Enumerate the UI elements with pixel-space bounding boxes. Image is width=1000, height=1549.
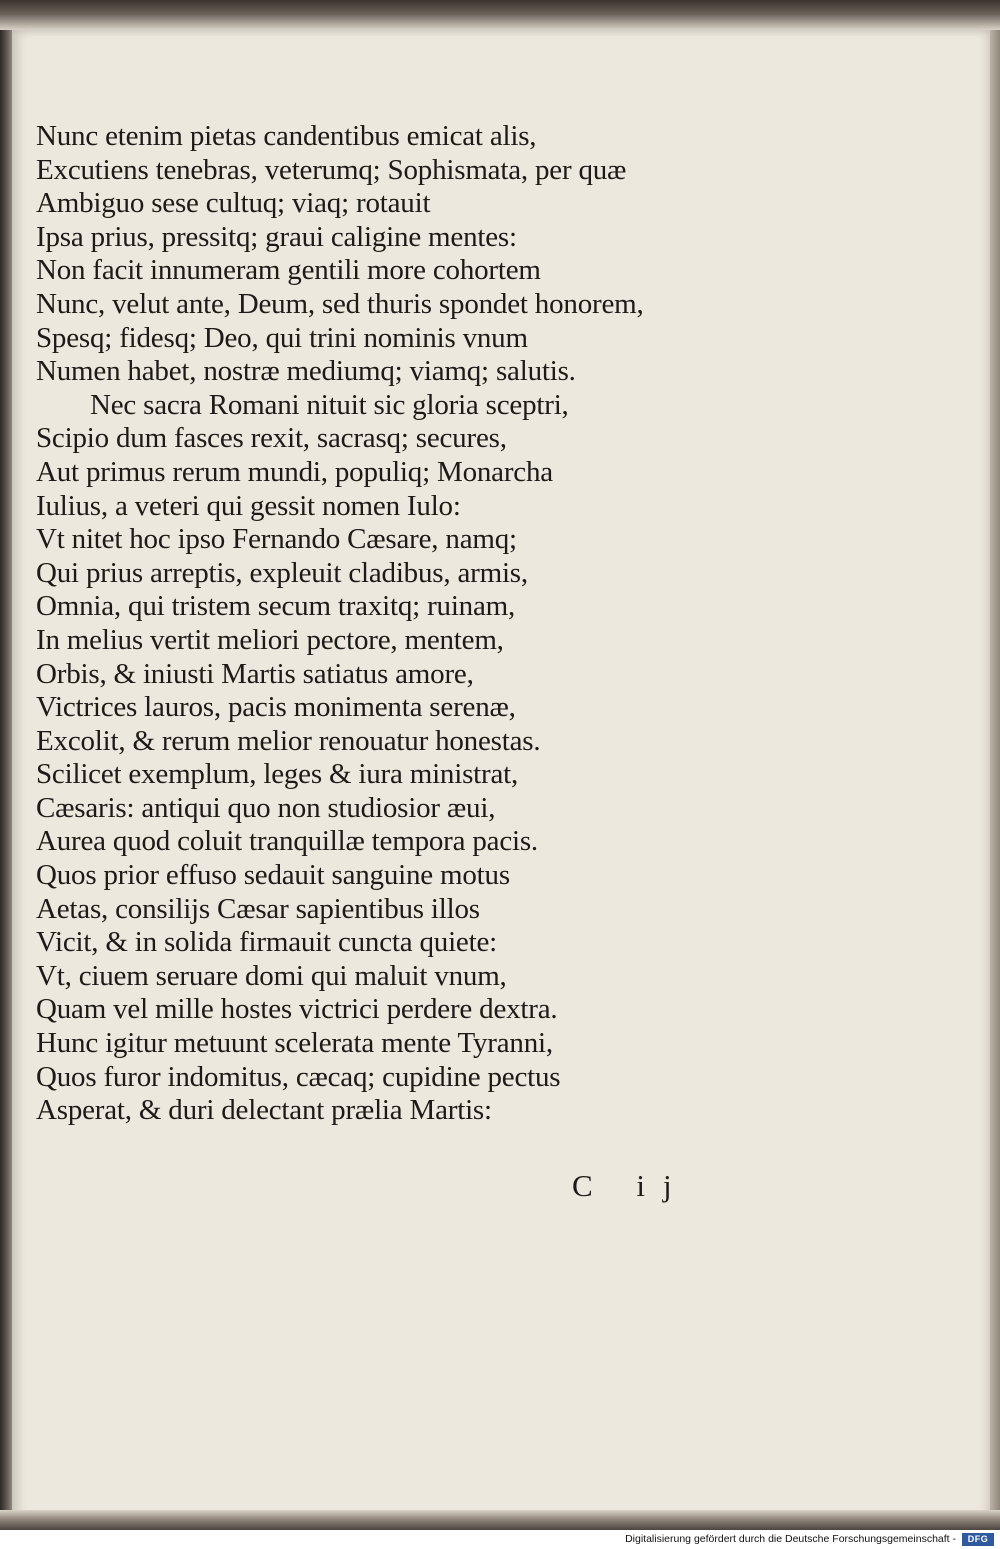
verse-line: Quos prior effuso sedauit sanguine motus <box>36 859 510 892</box>
verse-line: Non facit innumeram gentili more cohortem <box>36 254 541 287</box>
verse-line: Excutiens tenebras, veterumq; Sophismata, per quæ <box>36 153 627 186</box>
verse-line: Ipsa prius, pressitq; graui caligine mentes: <box>36 220 517 253</box>
verse-line: Hunc igitur metuunt scelerata mente Tyranni, <box>36 1027 553 1060</box>
verse-line: Scipio dum fasces rexit, sacrasq; secures, <box>36 422 507 455</box>
funding-credit: Digitalisierung gefördert durch die Deutsche Forschungsgemeinschaft - <box>625 1533 956 1545</box>
signature-mark: C ij <box>572 1168 690 1203</box>
verse-line: Spesq; fidesq; Deo, qui trini nominis vnum <box>36 321 528 354</box>
verse-line: In melius vertit meliori pectore, mentem, <box>36 623 504 656</box>
verse-line: Excolit, & rerum melior renouatur honestas. <box>36 724 541 757</box>
verse-line: Vt nitet hoc ipso Fernando Cæsare, namq; <box>36 523 517 556</box>
verse-line: Nunc, velut ante, Deum, sed thuris spondet honorem, <box>36 287 644 320</box>
verse-text <box>36 120 816 1128</box>
verse-line: Ambiguo sese cultuq; viaq; rotauit <box>36 187 431 220</box>
verse-line: Nunc etenim pietas candentibus emicat alis, <box>36 120 537 152</box>
verse-line: Scilicet exemplum, leges & iura ministrat, <box>36 758 519 791</box>
verse-line: Nec sacra Romani nituit sic gloria sceptri, <box>90 388 569 421</box>
verse-line: Vicit, & in solida firmauit cuncta quiete: <box>36 926 497 959</box>
page-top-edge <box>0 0 1000 30</box>
verse-line: Numen habet, nostræ mediumq; viamq; salutis. <box>36 355 576 388</box>
verse-line: Aurea quod coluit tranquillæ tempora pacis. <box>36 825 538 858</box>
verse-line: Asperat, & duri delectant prælia Martis: <box>36 1094 492 1127</box>
dfg-logo: DFG <box>962 1533 994 1546</box>
verse-line: Quos furor indomitus, cæcaq; cupidine pectus <box>36 1060 561 1093</box>
verse-line: Omnia, qui tristem secum traxitq; ruinam, <box>36 590 516 623</box>
verse-line: Orbis, & iniusti Martis satiatus amore, <box>36 657 474 690</box>
verse-line: Qui prius arreptis, expleuit cladibus, armis, <box>36 556 528 589</box>
page-bottom-edge <box>0 1510 1000 1532</box>
verse-line: Quam vel mille hostes victrici perdere dextra. <box>36 993 558 1026</box>
verse-line: Iulius, a veteri qui gessit nomen Iulo: <box>36 489 461 522</box>
verse-line: Aut primus rerum mundi, populiq; Monarcha <box>36 455 553 488</box>
verse-line: Victrices lauros, pacis monimenta serenæ, <box>36 691 516 724</box>
verse-line: Cæsaris: antiqui quo non studiosior æui, <box>36 791 496 824</box>
verse-line: Aetas, consilijs Cæsar sapientibus illos <box>36 892 480 925</box>
verse-line: Vt, ciuem seruare domi qui maluit vnum, <box>36 959 507 992</box>
